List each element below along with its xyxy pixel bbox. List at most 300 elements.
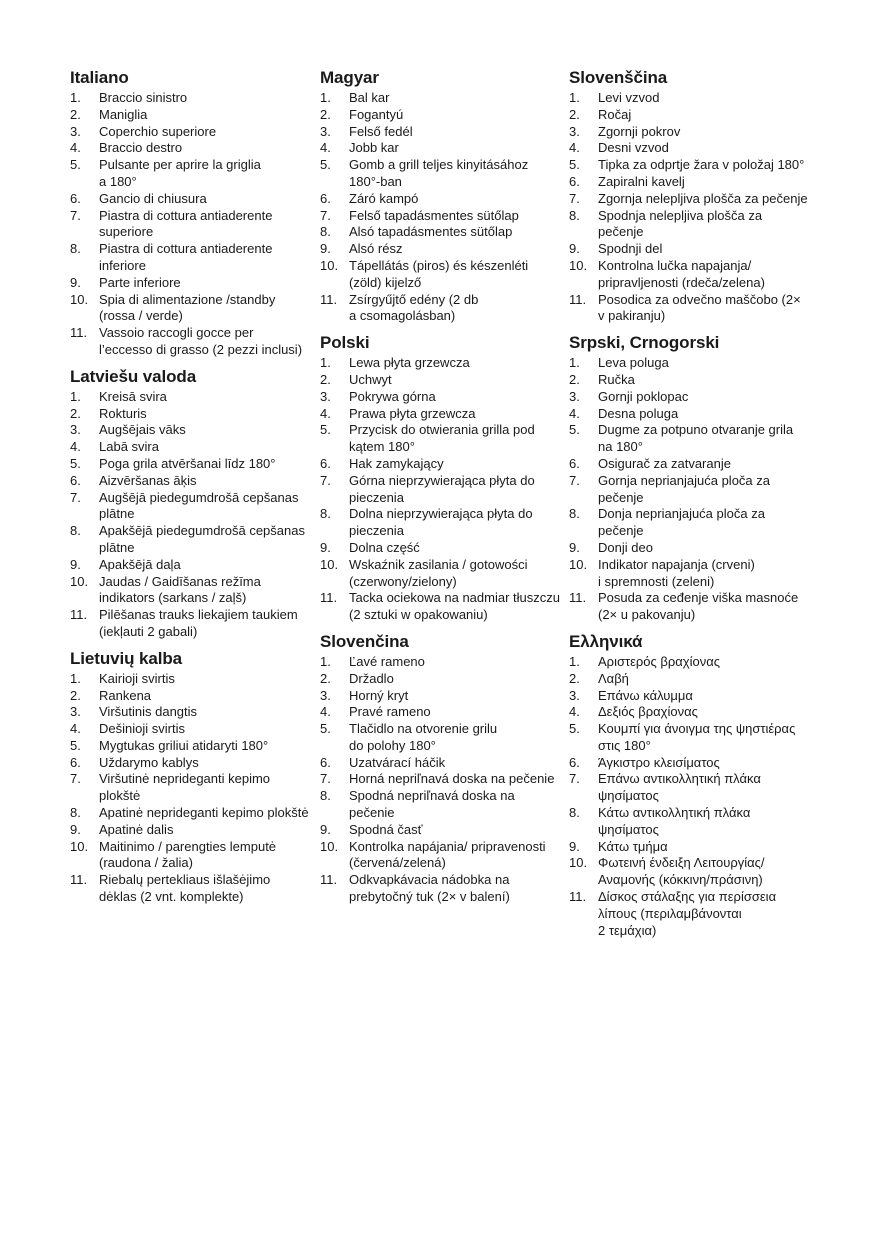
item-text: Spodnja neleplјiva plošča za pečenje — [598, 207, 763, 240]
list-item — [70, 157, 310, 191]
section-title: Slovenščina — [569, 68, 668, 87]
item-text: Apakšējā daļa — [99, 556, 181, 572]
list-item — [70, 208, 310, 242]
item-number: 6. — [569, 754, 580, 770]
item-number: 8. — [569, 207, 580, 223]
list-item — [320, 157, 560, 191]
item-text: Jaudas / Gaidīšanas režīma indikators (sarkans / zaļš) — [99, 573, 261, 606]
item-number: 9. — [320, 241, 331, 257]
item-text: Lewa płyta grzewcza — [349, 355, 470, 371]
list-item — [70, 191, 310, 208]
item-text: Uždarymo kablys — [99, 754, 199, 770]
item-text: Gancio di chiusura — [99, 190, 207, 206]
item-text: Leva poluga — [598, 355, 669, 371]
item-number: 4. — [320, 405, 331, 421]
item-text: Zgornja neleplјiva plošča za pečenje — [598, 190, 808, 206]
list-item — [320, 355, 560, 372]
list-item — [569, 90, 809, 107]
list-item — [320, 590, 560, 624]
item-number: 6. — [320, 190, 331, 206]
item-number: 3. — [70, 704, 81, 720]
item-number: 4. — [320, 140, 331, 156]
item-number: 5. — [569, 422, 580, 438]
item-number: 9. — [569, 241, 580, 257]
item-text: Wskaźnik zasilania / gotowości (czerwony/zielony) — [349, 556, 528, 589]
item-text: Piastra di cottura antiaderente superiore — [99, 207, 273, 240]
item-text: Ľavé rameno — [349, 653, 425, 669]
item-text: Držadlo — [349, 670, 394, 686]
list-item — [320, 755, 560, 772]
item-text: Αριστερός βραχίονας — [598, 653, 721, 669]
item-number: 10. — [70, 291, 89, 307]
list-item — [320, 557, 560, 591]
item-text: Tápellátás (piros) és készenléti (zöld) kijelző — [349, 257, 529, 290]
list-item — [569, 688, 809, 705]
list-item — [70, 805, 310, 822]
item-text: Augšējais vāks — [99, 422, 186, 438]
item-number: 10. — [320, 838, 339, 854]
item-number: 1. — [320, 355, 331, 371]
list-item — [320, 721, 560, 755]
item-number: 10. — [320, 556, 339, 572]
item-number: 11. — [569, 590, 587, 606]
parts-list — [320, 654, 560, 906]
item-text: Δεξιός βραχίονας — [598, 704, 698, 720]
language-section — [569, 630, 809, 940]
item-number: 4. — [320, 704, 331, 720]
item-text: Dolna nieprzywierająca płyta do pieczenia — [349, 506, 533, 539]
item-number: 4. — [569, 405, 580, 421]
list-item — [70, 124, 310, 141]
item-number: 8. — [569, 805, 580, 821]
list-item — [320, 140, 560, 157]
list-item — [569, 839, 809, 856]
list-item — [320, 540, 560, 557]
item-number: 10. — [320, 257, 339, 273]
list-item — [569, 805, 809, 839]
column-left — [70, 66, 310, 912]
list-item — [320, 654, 560, 671]
item-text: Λαβή — [598, 670, 629, 686]
item-text: Επάνω κάλυμμα — [598, 687, 693, 703]
item-number: 2. — [320, 106, 331, 122]
item-number: 1. — [70, 388, 81, 404]
list-item — [569, 406, 809, 423]
item-number: 9. — [70, 556, 81, 572]
item-number: 6. — [70, 472, 81, 488]
list-item — [320, 456, 560, 473]
item-text: Augšējā piedegumdrošā cepšanas plātne — [99, 489, 299, 522]
list-item — [70, 671, 310, 688]
list-item — [569, 389, 809, 406]
item-text: Spodná nepriľnavá doska na pečenie — [349, 788, 515, 821]
list-item — [320, 671, 560, 688]
list-item — [320, 688, 560, 705]
item-number: 7. — [320, 207, 331, 223]
section-title: Italiano — [70, 68, 129, 87]
item-number: 1. — [70, 90, 81, 105]
item-number: 2. — [70, 405, 81, 421]
item-text: Pokrywa górna — [349, 388, 436, 404]
item-text: Dolna część — [349, 539, 420, 555]
section-title: Latviešu valoda — [70, 366, 197, 386]
list-item — [569, 771, 809, 805]
list-item — [320, 292, 560, 326]
list-item — [70, 557, 310, 574]
item-number: 8. — [320, 506, 331, 522]
list-item — [320, 124, 560, 141]
item-text: Felső fedél — [349, 123, 413, 139]
list-item — [70, 325, 310, 359]
section-title: Lietuvių kalba — [70, 648, 182, 668]
list-item — [320, 258, 560, 292]
item-text: Levi vzvod — [598, 90, 660, 105]
item-text: Kontrolka napájania/ pripravenosti (červená/zelená) — [349, 838, 546, 871]
list-item — [320, 704, 560, 721]
parts-list — [70, 389, 310, 641]
item-number: 7. — [569, 472, 580, 488]
item-text: Κάτω τμήμα — [598, 838, 668, 854]
item-number: 3. — [320, 388, 331, 404]
item-text: Gornja neprianjajuća ploča za pečenje — [598, 472, 770, 505]
list-item — [569, 422, 809, 456]
item-number: 2. — [320, 371, 331, 387]
list-item — [70, 872, 310, 906]
item-number: 7. — [569, 771, 580, 787]
item-number: 5. — [320, 422, 331, 438]
item-number: 9. — [569, 838, 580, 854]
item-number: 2. — [70, 106, 81, 122]
list-item — [320, 506, 560, 540]
item-number: 11. — [569, 291, 587, 307]
language-section — [569, 66, 809, 325]
list-item — [569, 258, 809, 292]
item-number: 1. — [70, 670, 81, 686]
item-text: Tipka za odprtje žara v položaj 180° — [598, 157, 805, 173]
parts-list — [70, 90, 310, 359]
list-item — [320, 90, 560, 107]
item-text: Tacka ociekowa na nadmiar tłuszczu (2 sztuki w opakowaniu) — [349, 590, 560, 623]
list-item — [569, 124, 809, 141]
list-item — [320, 422, 560, 456]
list-item — [320, 241, 560, 258]
list-item — [320, 224, 560, 241]
item-text: Kontrolna lučka napajanja/ pripravljenosti (rdeča/zelena) — [598, 257, 765, 290]
item-number: 8. — [70, 805, 81, 821]
list-item — [569, 671, 809, 688]
item-number: 4. — [70, 721, 81, 737]
list-item — [320, 822, 560, 839]
item-text: Labā svira — [99, 439, 159, 455]
item-number: 4. — [70, 439, 81, 455]
item-number: 2. — [320, 670, 331, 686]
item-text: Piastra di cottura antiaderente inferiore — [99, 241, 273, 273]
list-item — [70, 292, 310, 326]
list-item — [70, 107, 310, 124]
item-text: Pulsante per aprire la griglia a 180° — [99, 157, 261, 189]
list-item — [320, 406, 560, 423]
item-text: Κάτω αντικολλητική πλάκα ψησίματος — [598, 805, 751, 837]
item-number: 9. — [569, 539, 580, 555]
item-number: 10. — [569, 855, 588, 871]
language-section — [70, 365, 310, 641]
item-number: 9. — [70, 274, 81, 290]
item-number: 5. — [70, 157, 81, 173]
item-number: 6. — [70, 754, 81, 770]
list-item — [569, 506, 809, 540]
item-number: 1. — [569, 90, 580, 105]
section-title: Ελληνικά — [569, 631, 643, 651]
item-text: Desna poluga — [598, 405, 679, 421]
list-item — [569, 355, 809, 372]
list-item — [569, 372, 809, 389]
item-text: Horná nepriľnavá doska na pečenie — [349, 771, 555, 787]
item-text: Κουμπί για άνοιγμα της ψηστιέρας στις 180° — [598, 721, 796, 753]
item-text: Donja neprianjajuća ploča za pečenje — [598, 506, 765, 539]
item-number: 11. — [569, 889, 587, 905]
item-number: 11. — [320, 872, 338, 888]
list-item — [320, 473, 560, 507]
item-text: Desni vzvod — [598, 140, 669, 156]
item-number: 7. — [70, 771, 81, 787]
item-text: Pravé rameno — [349, 704, 431, 720]
list-item — [320, 107, 560, 124]
item-number: 7. — [70, 489, 81, 505]
column-middle — [320, 66, 560, 912]
item-text: Δίσκος στάλαξης για περίσσεια λίπους (περιλαμβάνονται 2 τεμάχια) — [598, 889, 777, 938]
item-text: Kreisā svira — [99, 388, 167, 404]
item-text: Posuda za ceđenje viška masnoće (2× u pakovanju) — [598, 590, 799, 623]
item-text: Braccio destro — [99, 140, 183, 156]
item-text: Ročaj — [598, 106, 632, 122]
list-item — [569, 292, 809, 326]
list-item — [569, 191, 809, 208]
item-text: Spia di alimentazione /standby (rossa / verde) — [99, 291, 276, 324]
list-item — [320, 372, 560, 389]
item-number: 10. — [569, 257, 588, 273]
item-number: 11. — [320, 291, 338, 307]
item-text: Przycisk do otwierania grilla pod kątem 180° — [349, 422, 535, 455]
list-item — [569, 107, 809, 124]
list-item — [320, 872, 560, 906]
item-number: 3. — [70, 422, 81, 438]
item-text: Coperchio superiore — [99, 123, 217, 139]
item-number: 5. — [70, 455, 81, 471]
item-number: 6. — [320, 754, 331, 770]
section-title: Slovenčina — [320, 631, 409, 651]
list-item — [320, 208, 560, 225]
language-section — [70, 66, 310, 359]
list-item — [70, 755, 310, 772]
item-number: 1. — [320, 653, 331, 669]
item-text: Braccio sinistro — [99, 90, 188, 105]
list-item — [70, 439, 310, 456]
list-item — [569, 557, 809, 591]
item-text: Tlačidlo na otvorenie grilu do polohy 180° — [349, 721, 498, 753]
list-item — [70, 90, 310, 107]
item-text: Dešinioji svirtis — [99, 721, 185, 737]
list-item — [320, 389, 560, 406]
item-text: Apatinė dalis — [99, 821, 174, 837]
item-text: Viršutinis dangtis — [99, 704, 198, 720]
item-number: 7. — [70, 207, 81, 223]
item-text: Felső tapadásmentes sütőlap — [349, 207, 519, 223]
list-item — [320, 191, 560, 208]
item-text: Osigurač za zatvaranje — [598, 455, 731, 471]
item-text: Fogantyú — [349, 106, 404, 122]
parts-list — [70, 671, 310, 906]
parts-list — [320, 355, 560, 624]
list-item — [70, 688, 310, 705]
item-text: Zsírgyűjtő edény (2 db a csomagolásban) — [349, 291, 479, 324]
item-text: Riebalų pertekliaus išlašėjimo dėklas (2 vnt. komplekte) — [99, 872, 271, 905]
language-section — [569, 331, 809, 624]
list-item — [569, 473, 809, 507]
list-item — [70, 839, 310, 873]
list-item — [569, 855, 809, 889]
item-text: Posodica za odvečno maščobo (2× v pakiranju) — [598, 291, 801, 324]
item-text: Rankena — [99, 687, 152, 703]
item-number: 1. — [320, 90, 331, 105]
item-number: 8. — [320, 224, 331, 240]
item-number: 5. — [70, 737, 81, 753]
item-number: 8. — [70, 241, 81, 257]
item-number: 8. — [70, 523, 81, 539]
item-number: 1. — [569, 355, 580, 371]
item-number: 3. — [569, 123, 580, 139]
list-item — [569, 174, 809, 191]
item-number: 8. — [569, 506, 580, 522]
list-item — [70, 822, 310, 839]
item-number: 11. — [320, 590, 338, 606]
item-number: 8. — [320, 788, 331, 804]
list-item — [70, 275, 310, 292]
list-item — [70, 721, 310, 738]
list-item — [70, 456, 310, 473]
list-item — [569, 540, 809, 557]
item-number: 11. — [70, 325, 88, 341]
item-number: 6. — [569, 455, 580, 471]
list-item — [70, 406, 310, 423]
item-text: Gornji poklopac — [598, 388, 689, 404]
language-section — [320, 630, 560, 906]
item-text: Hak zamykający — [349, 455, 444, 471]
list-item — [70, 574, 310, 608]
list-item — [320, 839, 560, 873]
item-number: 4. — [569, 140, 580, 156]
item-text: Donji deo — [598, 539, 653, 555]
item-text: Poga grila atvēršanai līdz 180° — [99, 455, 276, 471]
list-item — [569, 654, 809, 671]
item-text: Alsó rész — [349, 241, 403, 257]
list-item — [569, 755, 809, 772]
item-number: 5. — [320, 157, 331, 173]
language-section — [320, 66, 560, 325]
item-text: Viršutinė neprideganti kepimo plokštė — [99, 771, 271, 804]
item-number: 5. — [569, 157, 580, 173]
item-number: 3. — [70, 123, 81, 139]
list-item — [70, 389, 310, 406]
list-item — [70, 607, 310, 641]
item-number: 11. — [70, 607, 88, 623]
list-item — [70, 704, 310, 721]
list-item — [569, 140, 809, 157]
list-item — [70, 490, 310, 524]
item-number: 2. — [569, 371, 580, 387]
item-number: 11. — [70, 872, 88, 888]
list-item — [569, 208, 809, 242]
list-item — [569, 721, 809, 755]
language-section — [320, 331, 560, 624]
item-text: Vassoio raccogli gocce per l’eccesso di grasso (2 pezzi inclusi) — [99, 325, 303, 357]
item-number: 2. — [569, 106, 580, 122]
item-text: Odkvapkávacia nádobka na prebytočný tuk (2× v balení) — [349, 872, 510, 905]
item-number: 10. — [569, 556, 588, 572]
item-number: 7. — [320, 771, 331, 787]
language-section — [70, 647, 310, 906]
item-number: 5. — [569, 721, 580, 737]
list-item — [70, 140, 310, 157]
parts-list — [320, 90, 560, 325]
item-text: Mygtukas griliui atidaryti 180° — [99, 737, 269, 753]
list-item — [70, 738, 310, 755]
parts-list — [569, 90, 809, 325]
list-item — [70, 422, 310, 439]
list-item — [70, 523, 310, 557]
item-text: Ručka — [598, 371, 635, 387]
list-item — [569, 241, 809, 258]
parts-list — [569, 654, 809, 940]
section-title: Magyar — [320, 68, 379, 87]
list-item — [70, 241, 310, 275]
item-text: Indikator napajanja (crveni) i spremnosti (zeleni) — [598, 556, 755, 589]
list-item — [569, 157, 809, 174]
item-text: Dugme za potpuno otvaranje grila na 180° — [598, 422, 794, 455]
item-number: 1. — [569, 653, 580, 669]
item-text: Uchwyt — [349, 371, 392, 387]
item-number: 5. — [320, 721, 331, 737]
item-text: Rokturis — [99, 405, 147, 421]
item-number: 9. — [70, 821, 81, 837]
item-number: 4. — [569, 704, 580, 720]
item-text: Φωτεινή ένδειξη Λειτουργίας/ Αναμονής (κόκκινη/πράσινη) — [598, 855, 765, 888]
item-number: 2. — [70, 687, 81, 703]
item-text: Επάνω αντικολλητική πλάκα ψησίματος — [598, 771, 761, 804]
item-text: Spodná časť — [349, 821, 423, 837]
item-text: Horný kryt — [349, 687, 409, 703]
item-text: Spodnji del — [598, 241, 663, 257]
section-title: Srpski, Crnogorski — [569, 333, 720, 353]
list-item — [569, 456, 809, 473]
item-text: Bal kar — [349, 90, 390, 105]
list-item — [569, 704, 809, 721]
item-text: Záró kampó — [349, 190, 419, 206]
item-number: 7. — [569, 190, 580, 206]
item-number: 4. — [70, 140, 81, 156]
item-number: 9. — [320, 821, 331, 837]
item-number: 3. — [569, 388, 580, 404]
list-item — [70, 771, 310, 805]
item-number: 10. — [70, 838, 89, 854]
item-text: Zgornji pokrov — [598, 123, 681, 139]
item-number: 6. — [320, 455, 331, 471]
list-item — [70, 473, 310, 490]
item-text: Άγκιστρο κλεισίματος — [598, 754, 720, 770]
section-title: Polski — [320, 333, 370, 353]
item-text: Uzatvárací háčik — [349, 754, 446, 770]
item-number: 2. — [569, 670, 580, 686]
item-number: 9. — [320, 539, 331, 555]
